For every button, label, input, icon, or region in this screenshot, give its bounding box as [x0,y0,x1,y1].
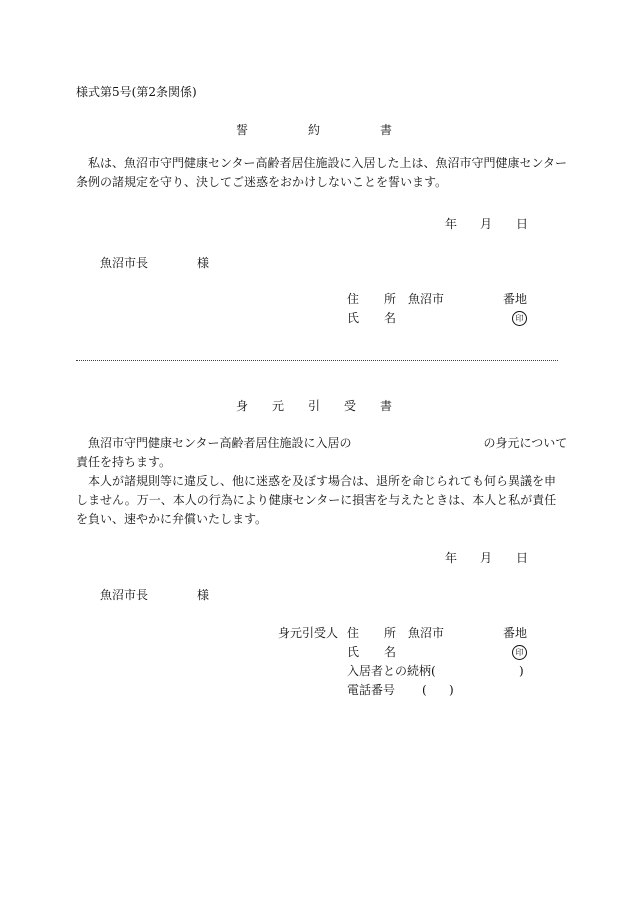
guarantor-address-label-char: 所 [384,626,397,640]
guarantor-address-label-char: 住 [347,626,360,640]
pledge-body [76,154,568,192]
guarantor-addressee-honorific: 様 [197,588,210,602]
pledge-name-label-char: 氏 [347,311,360,325]
guarantor-title [236,400,392,412]
pledge-seal-icon: 印 [512,311,527,326]
guarantor-banchi: 番地 [503,626,528,640]
form-number: 様式第5号(第2条関係) [76,85,197,99]
guarantor-title-char: 受 [343,399,356,413]
guarantor-date-month: 月 [480,551,493,565]
guarantor-title-char: 引 [307,399,320,413]
pledge-body-line: 私は、魚沼市守門健康センター高齢者居住施設に入居した上は、魚沼市守門健康センター [76,156,568,170]
pledge-title-char: 約 [307,123,320,137]
guarantor-name-label-char: 氏 [347,645,360,659]
pledge-body-line: 条例の諸規定を守り、決してご迷惑をおかけしないことを誓います。 [76,175,448,189]
guarantor-date-day: 日 [516,551,529,565]
pledge-title-char: 誓 [236,123,249,137]
guarantor-body-line: 本人が諸規則等に違反し、他に迷惑を及ぼす場合は、退所を命じられても何ら異議を申 [76,474,557,488]
pledge-address-label-char: 住 [347,292,360,306]
pledge-address-label-char: 所 [384,292,397,306]
guarantor-body-line: 責任を持ちます。 [76,455,172,469]
guarantor-address-city: 魚沼市 [408,626,445,640]
pledge-date-year: 年 [445,217,458,231]
pledge-title-char: 書 [379,123,392,137]
guarantor-signer-label: 身元引受人 [278,626,339,640]
guarantor-name-label-char: 名 [384,645,397,659]
pledge-title [236,124,392,136]
pledge-name-label-char: 名 [384,311,397,325]
guarantor-addressee-name: 魚沼市長 [100,588,149,602]
pledge-addressee-name: 魚沼市長 [100,256,149,270]
guarantor-relationship-label: 入居者との続柄( [347,664,436,678]
section-divider [76,360,558,361]
guarantor-seal-icon: 印 [512,645,527,660]
guarantor-title-char: 書 [379,399,392,413]
guarantor-body [76,434,568,529]
guarantor-body-line: を負い、速やかに弁償いたします。 [76,512,268,526]
pledge-date-day: 日 [516,217,529,231]
pledge-address-city: 魚沼市 [408,292,445,306]
guarantor-relationship-close: ) [519,664,524,678]
guarantor-title-char: 元 [271,399,284,413]
guarantor-title-char: 身 [236,399,249,413]
pledge-date-month: 月 [480,217,493,231]
guarantor-phone-open: ( [422,683,427,697]
guarantor-phone-close: ) [449,683,454,697]
guarantor-body-line: 魚沼市守門健康センター高齢者居住施設に入居の の身元について [76,436,568,450]
guarantor-phone-label: 電話番号 [347,683,396,697]
pledge-addressee-honorific: 様 [197,256,210,270]
guarantor-date-year: 年 [445,551,458,565]
guarantor-body-line: しません。万一、本人の行為により健康センターに損害を与えたときは、本人と私が責任 [76,493,557,507]
pledge-banchi: 番地 [503,292,528,306]
